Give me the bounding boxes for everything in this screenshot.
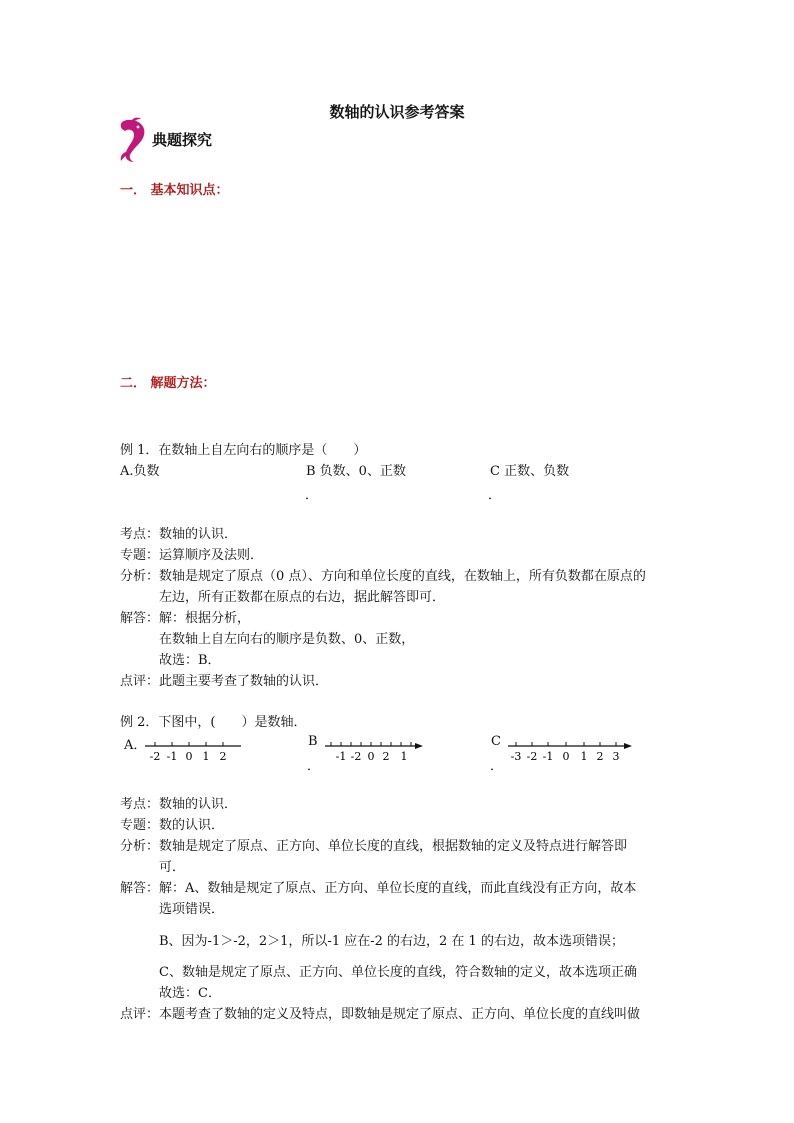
heading-solving-methods: 二． 解题方法： xyxy=(120,376,216,391)
dolphin-logo-icon xyxy=(114,117,150,163)
example2-jieda-line3: B、因为-1＞-2，2＞1，所以-1 应在-2 的右边，2 在 1 的右边，故本选项错误； xyxy=(159,934,624,949)
example1-fenxi-line1: 分析：数轴是规定了原点（0 点）、方向和单位长度的直线，在数轴上，所有负数都在原点的 xyxy=(120,569,646,584)
example2-zhuanti: 专题：数的认识． xyxy=(120,818,225,833)
example2-jieda-line2: 选项错误． xyxy=(159,902,225,917)
number-line-c-label: -1 xyxy=(542,750,554,763)
number-line-a xyxy=(145,738,243,764)
arrow-right-icon xyxy=(624,743,632,749)
example1-jieda-line3: 故选：B． xyxy=(159,653,221,668)
section-title: 典题探究 xyxy=(152,131,213,149)
example1-dot-b: ． xyxy=(305,488,319,503)
number-line-c-label: 2 xyxy=(596,750,604,763)
example2-kaodian: 考点：数轴的认识． xyxy=(120,797,238,812)
example1-jieda-line2: 在数轴上自左向右的顺序是负数、0、正数， xyxy=(159,632,415,647)
example1-dianping: 点评：此题主要考查了数轴的认识． xyxy=(120,674,329,689)
example1-option-b: B 负数、0、正数 xyxy=(306,464,406,479)
number-line-c-label: -3 xyxy=(510,750,522,763)
number-line-c-label: 3 xyxy=(612,750,620,763)
example2-label-b: B xyxy=(308,734,318,749)
heading-basic-knowledge: 一． 基本知识点： xyxy=(120,183,229,198)
example2-dot-c: ． xyxy=(490,759,504,774)
number-line-a-label: -1 xyxy=(166,750,178,763)
number-line-b-label: -2 xyxy=(350,750,362,763)
example2-label-a: A． xyxy=(124,738,147,753)
example2-question: 例 2．下图中，( ）是数轴． xyxy=(120,715,307,730)
example2-fenxi-line1: 分析：数轴是规定了原点、正方向、单位长度的直线，根据数轴的定义及特点进行解答即 xyxy=(120,839,628,854)
number-line-a-label: 2 xyxy=(219,750,227,763)
number-line-b-label: 1 xyxy=(400,750,408,763)
number-line-c-label: 0 xyxy=(562,750,570,763)
number-line-c-label: -2 xyxy=(526,750,538,763)
example1-zhuanti: 专题：运算顺序及法则． xyxy=(120,548,264,563)
number-line-a-label: 1 xyxy=(202,750,210,763)
number-line-a-label: 0 xyxy=(185,750,193,763)
number-line-c xyxy=(508,738,634,764)
example2-jieda-line1: 解答：解：A、数轴是规定了原点、正方向、单位长度的直线，而此直线没有正方向，故本 xyxy=(120,881,637,896)
example2-dot-b: ． xyxy=(307,759,321,774)
example2-jieda-line4: C、数轴是规定了原点、正方向、单位长度的直线，符合数轴的定义，故本选项正确 xyxy=(159,965,637,980)
number-line-b-label: 0 xyxy=(367,750,375,763)
number-line-b-label: 2 xyxy=(382,750,390,763)
example2-label-c: C xyxy=(491,734,501,749)
example1-jieda-line1: 解答：解：根据分析， xyxy=(120,611,251,626)
number-line-a-label: -2 xyxy=(149,750,161,763)
example1-fenxi-line2: 左边，所有正数都在原点的右边，据此解答即可． xyxy=(159,590,446,605)
example1-question: 例 1．在数轴上自左向右的顺序是（ ） xyxy=(120,443,367,458)
number-line-b-label: -1 xyxy=(335,750,347,763)
page-title: 数轴的认识参考答案 xyxy=(329,103,465,121)
example1-dot-c: ． xyxy=(488,488,502,503)
example2-jieda-line5: 故选：C． xyxy=(159,986,221,1001)
number-line-b xyxy=(325,738,425,764)
example1-option-c: C 正数、负数 xyxy=(490,464,570,479)
example2-fenxi-line2: 可． xyxy=(159,860,186,875)
arrow-right-icon xyxy=(415,743,423,749)
example1-kaodian: 考点：数轴的认识． xyxy=(120,527,238,542)
number-line-c-label: 1 xyxy=(580,750,588,763)
example1-option-a: A.负数 xyxy=(120,464,160,479)
example2-dianping: 点评：本题考查了数轴的定义及特点，即数轴是规定了原点、正方向、单位长度的直线叫做 xyxy=(120,1007,641,1022)
